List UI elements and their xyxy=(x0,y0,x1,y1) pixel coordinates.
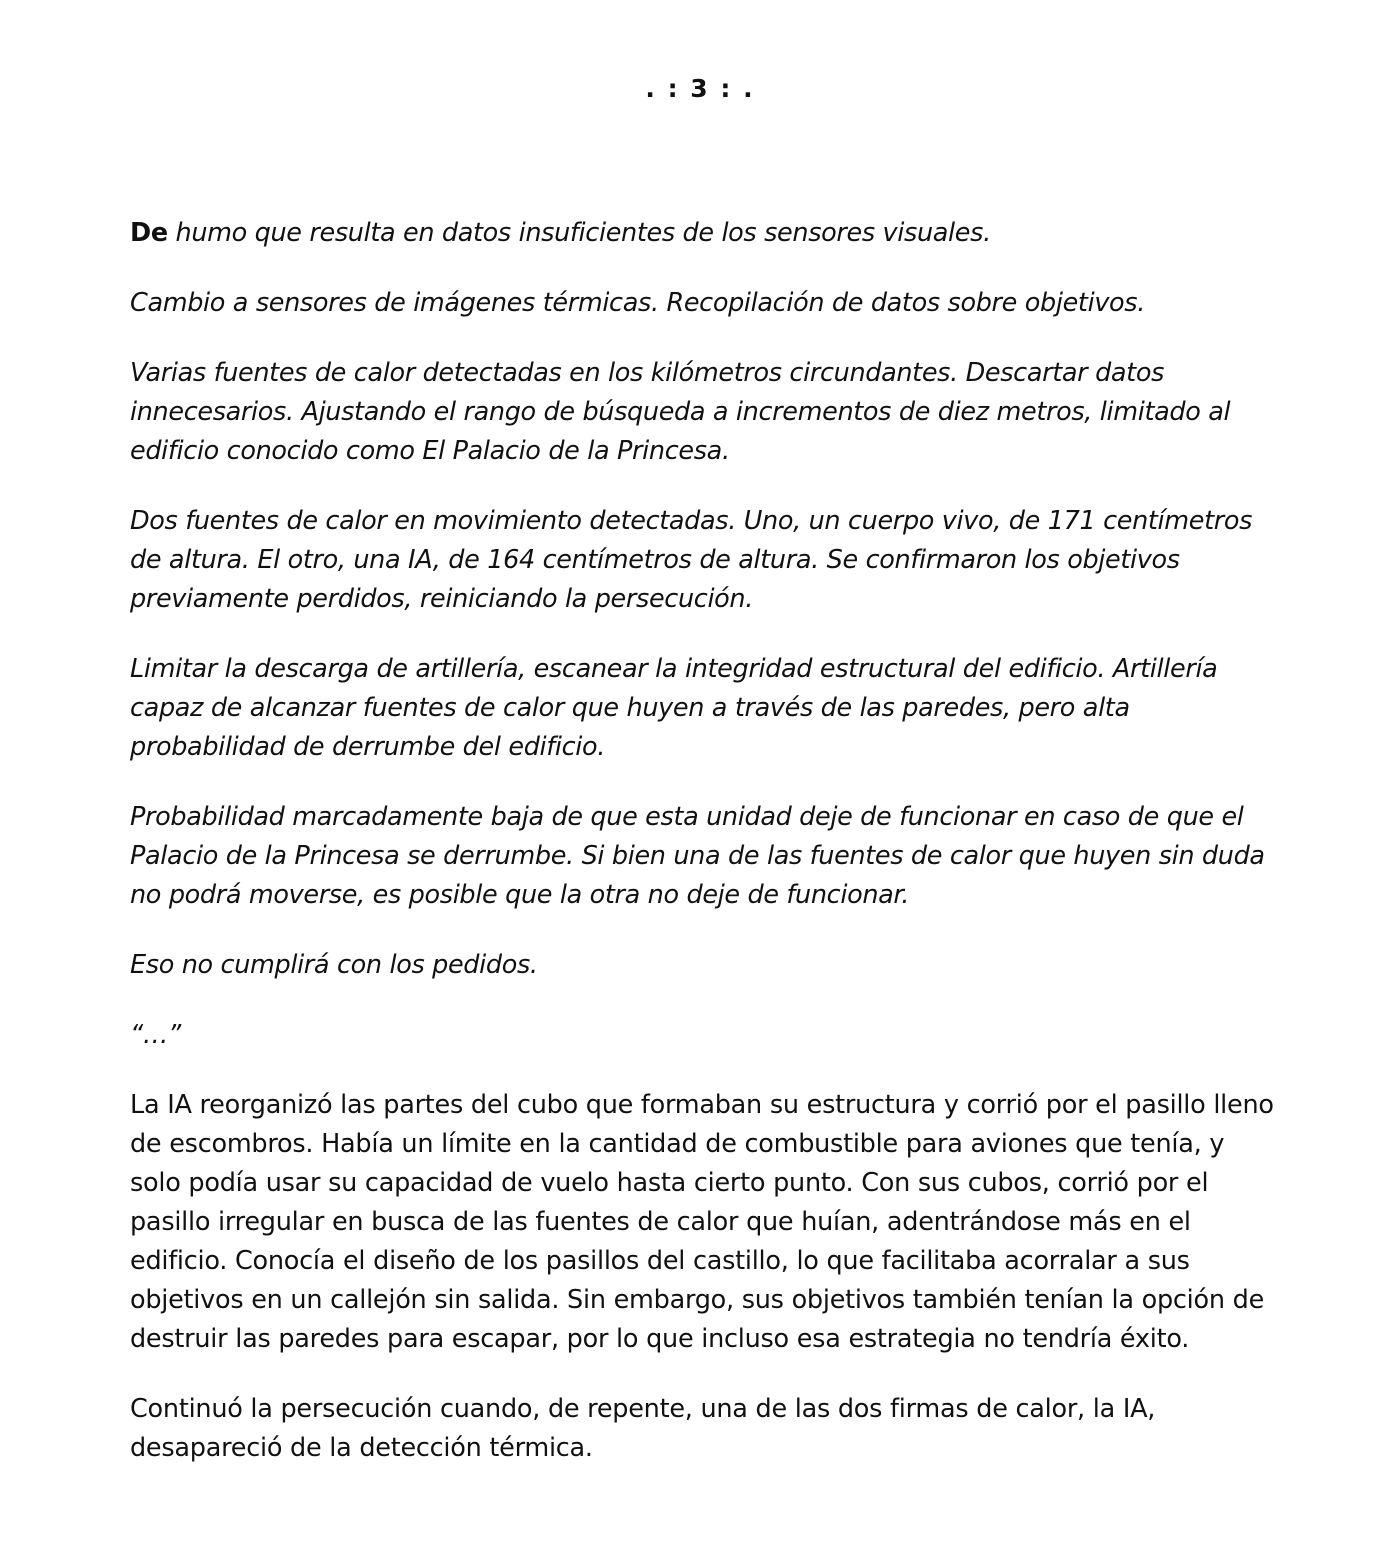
paragraph-10: Continuó la persecución cuando, de repente, una de las dos firmas de calor, la IA, desapareció de la detección térmica. xyxy=(130,1394,1156,1463)
paragraph-3: Varias fuentes de calor detectadas en los kilómetros circundantes. Descartar datos innecesarios. Ajustando el rango de búsqueda a incrementos de diez metros, limitado al edificio conocido como El Palacio de la Princesa. xyxy=(130,358,1231,466)
paragraph-1-lead-word: De xyxy=(130,218,168,248)
paragraph-2: Cambio a sensores de imágenes térmicas. Recopilación de datos sobre objetivos. xyxy=(130,288,1146,318)
paragraph-1-text: humo que resulta en datos insuficientes de los sensores visuales. xyxy=(167,218,991,248)
paragraph-8-ellipsis-quote: “…” xyxy=(130,1020,181,1050)
paragraph-4: Dos fuentes de calor en movimiento detectadas. Uno, un cuerpo vivo, de 171 centímetros de altura. El otro, una IA, de 164 centímetros de altura. Se confirmaron los objetivos previamente perdidos, reiniciando la persecución. xyxy=(130,506,1253,614)
paragraph-5: Limitar la descarga de artillería, escanear la integridad estructural del edificio. Artillería capaz de alcanzar fuentes de calor que huyen a través de las paredes, pero alta probabilidad de derrumbe del edificio. xyxy=(130,654,1218,762)
paragraph-1 xyxy=(130,214,1280,253)
page-number: . : 3 : . xyxy=(645,74,755,103)
paragraph-9: La IA reorganizó las partes del cubo que formaban su estructura y corrió por el pasillo lleno de escombros. Había un límite en la cantidad de combustible para aviones que tenía, y solo podía usar su capacidad de vuelo hasta cierto punto. Con sus cubos, corrió por el pasillo irregular en busca de las fuentes de calor que huían, adentrándose más en el edificio. Conocía el diseño de los pasillos del castillo, lo que facilitaba acorralar a sus objetivos en un callejón sin salida. Sin embargo, sus objetivos también tenían la opción de destruir las paredes para escapar, por lo que incluso esa estrategia no tendría éxito. xyxy=(130,1090,1274,1354)
paragraph-7: Eso no cumplirá con los pedidos. xyxy=(130,950,538,980)
paragraph-6: Probabilidad marcadamente baja de que esta unidad deje de funcionar en caso de que el Palacio de la Princesa se derrumbe. Si bien una de las fuentes de calor que huyen sin duda no podrá moverse, es posible que la otra no deje de funcionar. xyxy=(130,802,1265,910)
document-body xyxy=(130,214,1280,1499)
